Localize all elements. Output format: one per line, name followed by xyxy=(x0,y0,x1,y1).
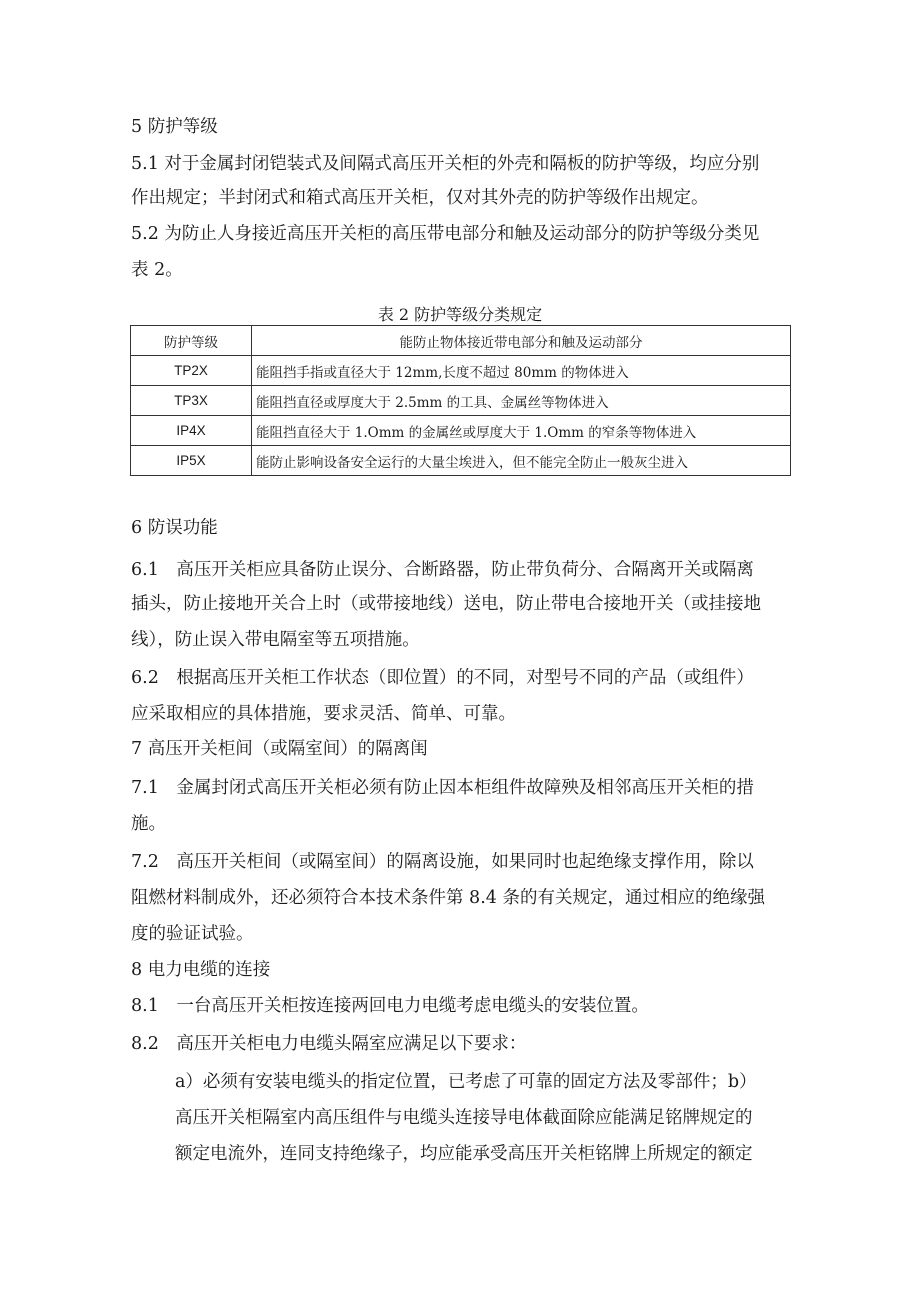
para-8-2-sub-line-2: 高压开关柜隔室内高压组件与电缆头连接导电体截面除应能满足铭牌规定的 xyxy=(175,1108,753,1128)
header-protection-level: 防护等级 xyxy=(131,326,252,356)
para-5-1-line-2: 作出规定；半封闭式和箱式高压开关柜，仅对其外壳的防护等级作出规定。 xyxy=(131,188,709,208)
table-row xyxy=(131,416,791,446)
para-7-1-line-1: 7.1 金属封闭式高压开关柜必须有防止因本柜组件故障殃及相邻高压开关柜的措 xyxy=(131,778,754,798)
para-8-2-sub-line-3: 额定电流外，连同支持绝缘子，均应能承受高压开关柜铭牌上所规定的额定 xyxy=(175,1144,753,1164)
row-description: 能阻挡直径或厚度大于 2.5mm 的工具、金属丝等物体进入 xyxy=(252,386,791,416)
section-8-heading: 8 电力电缆的连接 xyxy=(131,960,271,980)
para-8-1: 8.1 一台高压开关柜按连接两回电力电缆考虑电缆头的安装位置。 xyxy=(131,996,649,1016)
table-row xyxy=(131,386,791,416)
row-description: 能阻挡手指或直径大于 12mm,长度不超过 80mm 的物体进入 xyxy=(252,356,791,386)
row-description: 能阻挡直径大于 1.Omm 的金属丝或厚度大于 1.Omm 的窄条等物体进入 xyxy=(252,416,791,446)
para-7-2-line-2: 阻燃材料制成外，还必须符合本技术条件第 8.4 条的有关规定，通过相应的绝缘强 xyxy=(131,888,765,908)
para-7-2-line-1: 7.2 高压开关柜间（或隔室间）的隔离设施，如果同时也起绝缘支撑作用，除以 xyxy=(131,852,754,872)
para-6-1-line-2: 插头，防止接地开关合上时（或带接地线）送电，防止带电合接地开关（或挂接地 xyxy=(131,594,761,614)
row-code: TP2X xyxy=(131,356,252,386)
protection-level-table xyxy=(130,325,791,476)
section-7-heading: 7 高压开关柜间（或隔室间）的隔离闺 xyxy=(131,739,428,759)
para-7-1-line-2: 施。 xyxy=(131,814,166,834)
para-8-2: 8.2 高压开关柜电力电缆头隔室应满足以下要求： xyxy=(131,1034,527,1054)
section-6-heading: 6 防误功能 xyxy=(131,518,218,538)
table-header-row xyxy=(131,326,791,356)
para-5-1-line-1: 5.1 对于金属封闭铠装式及间隔式高压开关柜的外壳和隔板的防护等级，均应分别 xyxy=(131,154,760,174)
para-6-2-line-2: 应采取相应的具体措施，要求灵活、简单、可靠。 xyxy=(131,704,516,724)
table-row xyxy=(131,446,791,476)
para-8-2-sub-line-1: a）必须有安装电缆头的指定位置，已考虑了可靠的固定方法及零部件；b） xyxy=(175,1072,757,1092)
para-5-2-line-1: 5.2 为防止人身接近高压开关柜的高压带电部分和触及运动部分的防护等级分类见 xyxy=(131,224,760,244)
table-row xyxy=(131,356,791,386)
para-6-1-line-3: 线），防止误入带电隔室等五项措施。 xyxy=(131,630,420,650)
para-5-2-line-2: 表 2。 xyxy=(131,260,183,280)
header-description: 能防止物体接近带电部分和触及运动部分 xyxy=(252,326,791,356)
section-5-heading: 5 防护等级 xyxy=(131,117,218,137)
para-6-1-line-1: 6.1 高压开关柜应具备防止误分、合断路器，防止带负荷分、合隔离开关或隔离 xyxy=(131,560,754,580)
para-7-2-line-3: 度的验证试验。 xyxy=(131,924,254,944)
para-6-2-line-1: 6.2 根据高压开关柜工作状态（即位置）的不同，对型号不同的产品（或组件） xyxy=(131,668,754,688)
row-code: IP4X xyxy=(131,416,252,446)
row-code: IP5X xyxy=(131,446,252,476)
row-code: TP3X xyxy=(131,386,252,416)
row-description: 能防止影响设备安全运行的大量尘埃进入，但不能完全防止一般灰尘进入 xyxy=(252,446,791,476)
table-2-caption: 表 2 防护等级分类规定 xyxy=(377,305,543,324)
